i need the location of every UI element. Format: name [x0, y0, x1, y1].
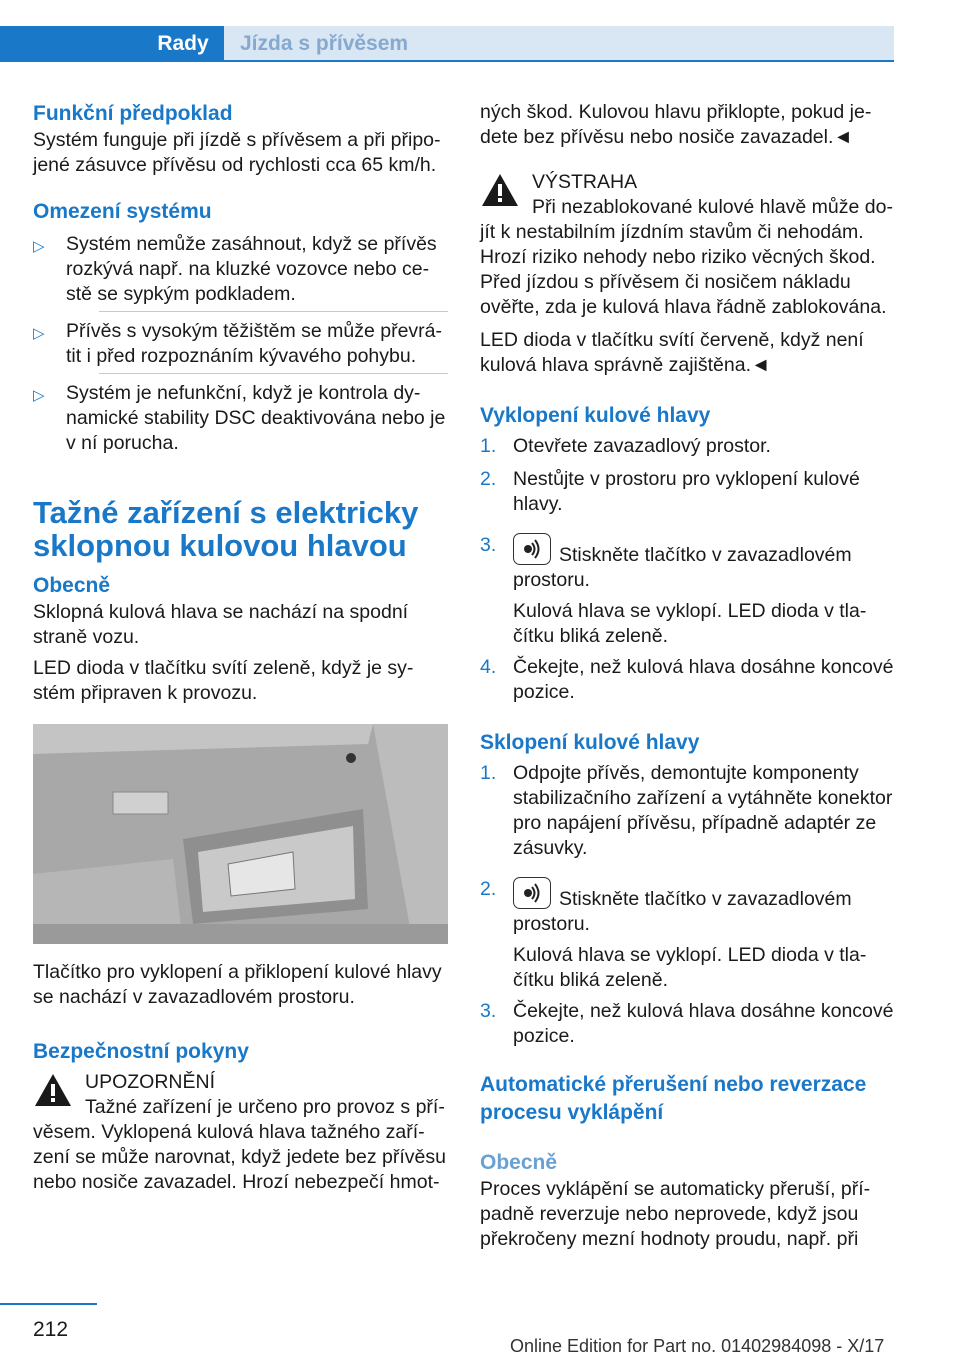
heading-system-limits: Omezení systému [33, 200, 212, 223]
list-item: 1. Odpojte přívěs, demontujte komponenty stabilizačního zařízení a vytáhněte konektor pro napájení přívěsu, případně adaptér ze zásuvky. [480, 762, 893, 859]
left-column [33, 100, 448, 1195]
heading-general-2: Obecně [480, 1151, 558, 1174]
warning-block [480, 170, 896, 195]
page-number: 212 [33, 1318, 69, 1341]
paragraph-continued: ných škod. Kulovou hlavu přiklopte, pokud jedete bez přívěsu nebo nosiče zavazadel.◄ [480, 101, 872, 148]
heading-auto-interrupt: Automatické přerušení nebo reverzace procesu vyklápění [480, 1073, 867, 1124]
trunk-illustration [33, 724, 448, 944]
header-section-label: Jízda s přívěsem [240, 32, 409, 55]
trunk-button-photo [33, 724, 448, 944]
list-item: 3. Stiskněte tlačítko v zavazadlovém prostoru. Kulová hlava se vyklopí. LED dioda v tlačítku bliká zeleně. [480, 534, 867, 647]
paragraph-led-red: LED dioda v tlačítku svítí červeně, když není kulová hlava správně zajištěna.◄ [480, 329, 864, 376]
heading-fold-in: Sklopení kulové hlavy [480, 731, 700, 754]
list-item: 1. Otevřete zavazadlový prostor. [480, 435, 771, 457]
tow-hitch-button-icon [513, 877, 551, 909]
triangle-bullet-icon: ▷ [33, 325, 45, 342]
paragraph-general-1: Sklopná kulová hlava se nachází na spodní straně vozu. [33, 601, 409, 648]
fold-in-steps [480, 761, 896, 1049]
limits-list [33, 232, 448, 456]
list-item: 2. Nestůjte v prostoru pro vyklopení kulové hlavy. [480, 468, 860, 515]
header-divider [224, 60, 894, 62]
heading-general: Obecně [33, 574, 111, 597]
photo-caption: Tlačítko pro vyklopení a přiklopení kulové hlavy se nachází v zavazadlovém prostoru. [33, 961, 442, 1008]
tow-hitch-button-icon [513, 533, 551, 565]
page-number-rule [0, 1303, 97, 1305]
edition-footer: Online Edition for Part no. 01402984098 - X/17 [510, 1336, 885, 1356]
paragraph-functional-requirement: Systém funguje při jízdě s přívěsem a při připojené zásuvce přívěsu od rychlosti cca 65 km/h. [33, 129, 441, 176]
header-section-tab[interactable] [224, 26, 894, 62]
list-item: ▷ Přívěs s vysokým těžištěm se může převrátit i před rozpoznáním kývavého pohybu. [33, 320, 443, 367]
list-item: 2. Stiskněte tlačítko v zavazadlovém prostoru. Kulová hlava se vyklopí. LED dioda v tlačítku bliká zeleně. [480, 878, 867, 991]
list-item: ▷ Systém je nefunkční, když je kontrola dynamické stability DSC deaktivována nebo je v ní porucha. [33, 382, 446, 454]
notice-block [33, 1070, 448, 1095]
list-item: 3. Čekejte, než kulová hlava dosáhne koncové pozice. [480, 1000, 894, 1047]
warning-title: VÝSTRAHA [532, 171, 638, 193]
heading-tow-hitch: Tažné zařízení s elektricky sklopnou kulovou hlavou [33, 495, 419, 563]
notice-title: UPOZORNĚNÍ [85, 1071, 216, 1093]
paragraph-auto-interrupt: Proces vyklápění se automaticky přeruší, případně reverzuje nebo neprovede, když jsou překročeny mezní hodnoty proudu, např. při [480, 1178, 871, 1250]
warning-triangle-icon [33, 1072, 73, 1108]
list-item: 4. Čekejte, než kulová hlava dosáhne koncové pozice. [480, 656, 894, 703]
heading-safety: Bezpečnostní pokyny [33, 1040, 249, 1063]
list-item: ▷ Systém nemůže zasáhnout, když se přívěs rozkývá např. na kluzké vozovce nebo cestě se sypkým podkladem. [33, 233, 437, 305]
heading-fold-out: Vyklopení kulové hlavy [480, 404, 711, 427]
fold-out-steps [480, 434, 896, 705]
right-column [480, 100, 896, 1252]
triangle-bullet-icon: ▷ [33, 387, 45, 404]
notice-text: Tažné zařízení je určeno pro provoz s přívěsem. Vyklopená kulová hlava tažného zařízení se může narovnat, když jedete bez přívěsu nebo nosiče zavazadel. Hrozí nebezpečí hmot- [33, 1096, 446, 1193]
header-bar-left [0, 26, 142, 62]
triangle-bullet-icon: ▷ [33, 238, 45, 255]
warning-text: Při nezablokované kulové hlavě může dojít k nestabilním jízdním stavům či nehodám. Hrozí riziko nehody nebo riziko věcných škod. Před jízdou s přívěsem či nosičem nákladu ověřte, zda je kulová hlava řádně zablokována. [480, 196, 893, 318]
header-chapter-tab[interactable]: Rady [142, 26, 224, 62]
warning-triangle-icon [480, 172, 520, 208]
paragraph-general-2: LED dioda v tlačítku svítí zeleně, když je systém připraven k provozu. [33, 657, 414, 704]
heading-functional-requirement: Funkční předpoklad [33, 102, 233, 125]
